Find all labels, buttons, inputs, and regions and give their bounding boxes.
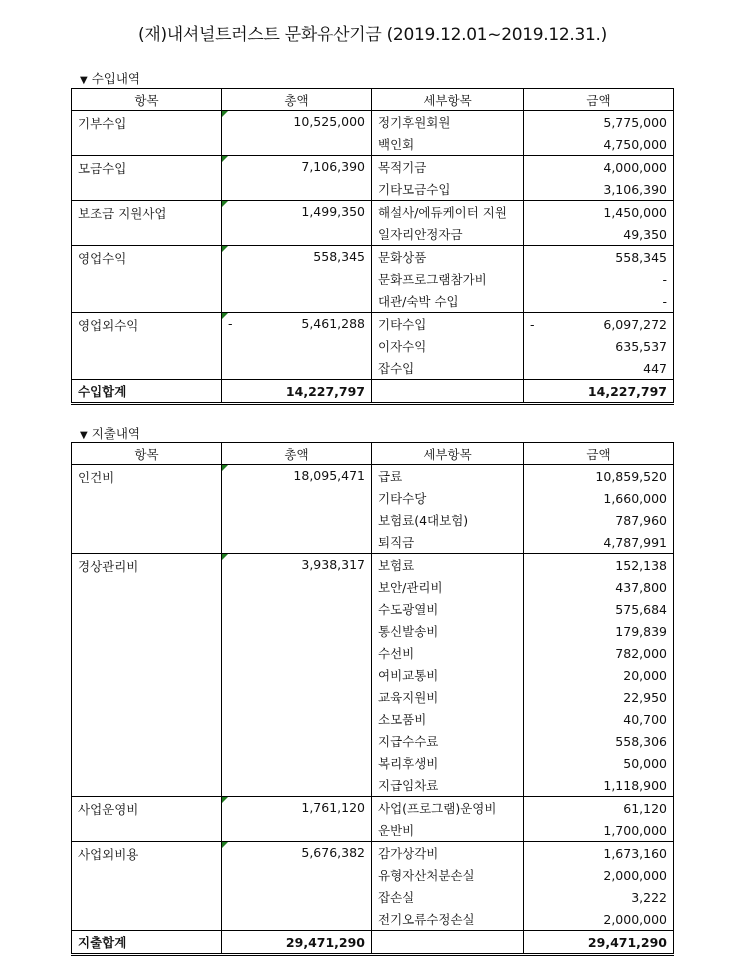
detail-item-cell: 수선비: [372, 642, 524, 664]
income-section-title: 수입내역: [91, 71, 141, 86]
detail-amount-value: 447: [643, 360, 667, 376]
category-total-cell: [222, 246, 372, 313]
detail-amount-value: 1,700,000: [603, 822, 667, 838]
income-table: [71, 88, 674, 405]
category-cell: 경상관리비: [72, 554, 222, 797]
category-cell: 사업운영비: [72, 797, 222, 842]
detail-item-cell: 퇴직금: [372, 531, 524, 554]
detail-amount-value: 575,684: [615, 601, 667, 617]
comment-flag-icon: [222, 465, 228, 471]
detail-amount-cell: [524, 598, 674, 620]
detail-amount-value: -: [662, 271, 667, 287]
detail-amount-cell: [524, 620, 674, 642]
detail-amount-value: 20,000: [623, 667, 667, 683]
total-amount: 14,227,797: [222, 380, 372, 404]
header-detail: 세부항목: [372, 443, 524, 465]
category-cell: 인건비: [72, 465, 222, 554]
detail-amount-cell: [524, 752, 674, 774]
income-header-row: [72, 89, 674, 111]
expense-table: [71, 442, 674, 956]
total-blank: [372, 380, 524, 404]
detail-amount-value: 1,660,000: [603, 490, 667, 506]
table-row: [72, 156, 674, 179]
detail-amount-value: 1,118,900: [603, 777, 667, 793]
comment-flag-icon: [222, 246, 228, 252]
total-label: 지출합계: [72, 931, 222, 955]
detail-amount-value: 437,800: [615, 579, 667, 595]
comment-flag-icon: [222, 156, 228, 162]
category-total-value: 5,461,288: [301, 316, 365, 331]
header-category: 항목: [72, 443, 222, 465]
category-cell: 사업외비용: [72, 842, 222, 931]
detail-amount-value: -: [662, 293, 667, 309]
detail-amount-cell: [524, 864, 674, 886]
expense-section-title: 지출내역: [91, 426, 141, 441]
detail-amount-cell: [524, 178, 674, 201]
category-cell: 모금수입: [72, 156, 222, 201]
detail-item-cell: 일자리안정자금: [372, 223, 524, 246]
detail-item-cell: 수도광열비: [372, 598, 524, 620]
triangle-down-icon: ▼: [80, 430, 88, 441]
detail-amount-cell: [524, 908, 674, 931]
detail-amount-cell: [524, 554, 674, 577]
detail-item-cell: 보험료(4대보험): [372, 509, 524, 531]
detail-amount-value: 5,775,000: [603, 114, 667, 130]
triangle-down-icon: ▼: [80, 75, 88, 86]
negative-sign: -: [228, 316, 233, 331]
total-row: [72, 380, 674, 404]
category-total-value: 558,345: [313, 249, 365, 264]
detail-amount-cell: [524, 335, 674, 357]
total-blank: [372, 931, 524, 955]
detail-amount-value: 787,960: [615, 512, 667, 528]
detail-amount-value: 1,450,000: [603, 204, 667, 220]
detail-amount-cell: [524, 465, 674, 488]
detail-amount-value: 2,000,000: [603, 911, 667, 927]
detail-amount-value: 6,097,272: [603, 316, 667, 332]
total-row: [72, 931, 674, 955]
detail-amount-cell: [524, 797, 674, 820]
detail-amount-cell: [524, 357, 674, 380]
header-amount: 금액: [524, 89, 674, 111]
category-total-cell: [222, 465, 372, 554]
category-total-value: 1,761,120: [301, 800, 365, 815]
category-total-cell: [222, 313, 372, 380]
detail-item-cell: 통신발송비: [372, 620, 524, 642]
table-row: [72, 554, 674, 577]
detail-item-cell: 문화프로그램참가비: [372, 268, 524, 290]
detail-item-cell: 지급수수료: [372, 730, 524, 752]
detail-item-cell: 사업(프로그램)운영비: [372, 797, 524, 820]
detail-amount-value: 3,106,390: [603, 181, 667, 197]
detail-amount-value: 179,839: [615, 623, 667, 639]
comment-flag-icon: [222, 111, 228, 117]
detail-amount-cell: [524, 133, 674, 156]
table-row: [72, 111, 674, 134]
detail-amount-cell: [524, 842, 674, 865]
category-total-value: 3,938,317: [301, 557, 365, 572]
detail-amount-value: 2,000,000: [603, 867, 667, 883]
detail-amount-value: 22,950: [623, 689, 667, 705]
detail-item-cell: 급료: [372, 465, 524, 488]
table-row: [72, 797, 674, 820]
detail-amount-value: 3,222: [631, 889, 667, 905]
detail-amount-value: 4,000,000: [603, 159, 667, 175]
detail-item-cell: 대관/숙박 수입: [372, 290, 524, 313]
detail-amount-cell: [524, 664, 674, 686]
detail-item-cell: 전기오류수정손실: [372, 908, 524, 931]
header-category: 항목: [72, 89, 222, 111]
detail-amount-cell: [524, 642, 674, 664]
detail-item-cell: 해설사/에듀케이터 지원: [372, 201, 524, 224]
detail-amount-cell: [524, 111, 674, 134]
detail-amount-cell: [524, 509, 674, 531]
total-detail-amount: 14,227,797: [524, 380, 674, 404]
comment-flag-icon: [222, 201, 228, 207]
detail-item-cell: 기타모금수입: [372, 178, 524, 201]
category-total-value: 10,525,000: [293, 114, 365, 129]
detail-item-cell: 운반비: [372, 819, 524, 842]
detail-amount-value: 635,537: [615, 338, 667, 354]
detail-item-cell: 이자수익: [372, 335, 524, 357]
detail-item-cell: 백인회: [372, 133, 524, 156]
category-cell: 영업수익: [72, 246, 222, 313]
detail-item-cell: 문화상품: [372, 246, 524, 269]
category-cell: 영업외수익: [72, 313, 222, 380]
detail-amount-value: 558,345: [615, 249, 667, 265]
negative-sign: -: [530, 316, 535, 332]
category-total-cell: [222, 797, 372, 842]
detail-amount-cell: [524, 313, 674, 336]
detail-item-cell: 교육지원비: [372, 686, 524, 708]
category-total-value: 5,676,382: [301, 845, 365, 860]
income-body: [72, 111, 674, 404]
page-title: (재)내셔널트러스트 문화유산기금 (2019.12.01~2019.12.31.): [138, 25, 607, 45]
table-row: [72, 246, 674, 269]
category-total-cell: [222, 554, 372, 797]
detail-item-cell: 복리후생비: [372, 752, 524, 774]
expense-header-row: [72, 443, 674, 465]
detail-amount-cell: [524, 531, 674, 554]
income-section-label: [80, 69, 140, 87]
detail-amount-cell: [524, 223, 674, 246]
detail-amount-cell: [524, 886, 674, 908]
detail-amount-cell: [524, 730, 674, 752]
detail-item-cell: 기타수당: [372, 487, 524, 509]
category-total-cell: [222, 201, 372, 246]
detail-amount-cell: [524, 487, 674, 509]
category-total-cell: [222, 111, 372, 156]
expense-body: [72, 465, 674, 955]
header-total: 총액: [222, 443, 372, 465]
detail-item-cell: 정기후원회원: [372, 111, 524, 134]
category-cell: 기부수입: [72, 111, 222, 156]
category-total-value: 7,106,390: [301, 159, 365, 174]
total-detail-amount: 29,471,290: [524, 931, 674, 955]
total-amount: 29,471,290: [222, 931, 372, 955]
detail-item-cell: 여비교통비: [372, 664, 524, 686]
detail-amount-cell: [524, 708, 674, 730]
detail-amount-cell: [524, 156, 674, 179]
detail-item-cell: 소모품비: [372, 708, 524, 730]
detail-item-cell: 기타수입: [372, 313, 524, 336]
header-total: 총액: [222, 89, 372, 111]
table-row: [72, 465, 674, 488]
category-total-value: 1,499,350: [301, 204, 365, 219]
detail-amount-cell: [524, 774, 674, 797]
detail-item-cell: 목적기금: [372, 156, 524, 179]
detail-item-cell: 잡수입: [372, 357, 524, 380]
detail-amount-value: 558,306: [615, 733, 667, 749]
detail-amount-cell: [524, 290, 674, 313]
detail-amount-value: 1,673,160: [603, 845, 667, 861]
detail-amount-value: 782,000: [615, 645, 667, 661]
detail-amount-cell: [524, 201, 674, 224]
total-label: 수입합계: [72, 380, 222, 404]
header-detail: 세부항목: [372, 89, 524, 111]
detail-amount-value: 50,000: [623, 755, 667, 771]
detail-item-cell: 감가상각비: [372, 842, 524, 865]
category-total-value: 18,095,471: [293, 468, 365, 483]
comment-flag-icon: [222, 842, 228, 848]
detail-amount-cell: [524, 576, 674, 598]
comment-flag-icon: [222, 797, 228, 803]
detail-amount-value: 49,350: [623, 226, 667, 242]
comment-flag-icon: [222, 554, 228, 560]
table-row: [72, 842, 674, 865]
detail-item-cell: 보안/관리비: [372, 576, 524, 598]
detail-item-cell: 유형자산처분손실: [372, 864, 524, 886]
category-cell: 보조금 지원사업: [72, 201, 222, 246]
detail-item-cell: 보험료: [372, 554, 524, 577]
category-total-cell: [222, 842, 372, 931]
detail-amount-cell: [524, 246, 674, 269]
detail-amount-value: 61,120: [623, 800, 667, 816]
detail-amount-value: 4,750,000: [603, 136, 667, 152]
detail-item-cell: 잡손실: [372, 886, 524, 908]
header-amount: 금액: [524, 443, 674, 465]
table-row: [72, 313, 674, 336]
detail-item-cell: 지급임차료: [372, 774, 524, 797]
category-total-cell: [222, 156, 372, 201]
expense-section-label: [80, 424, 140, 442]
detail-amount-value: 10,859,520: [595, 468, 667, 484]
detail-amount-value: 40,700: [623, 711, 667, 727]
table-row: [72, 201, 674, 224]
detail-amount-cell: [524, 686, 674, 708]
detail-amount-value: 152,138: [615, 557, 667, 573]
detail-amount-value: 4,787,991: [603, 534, 667, 550]
detail-amount-cell: [524, 819, 674, 842]
detail-amount-cell: [524, 268, 674, 290]
